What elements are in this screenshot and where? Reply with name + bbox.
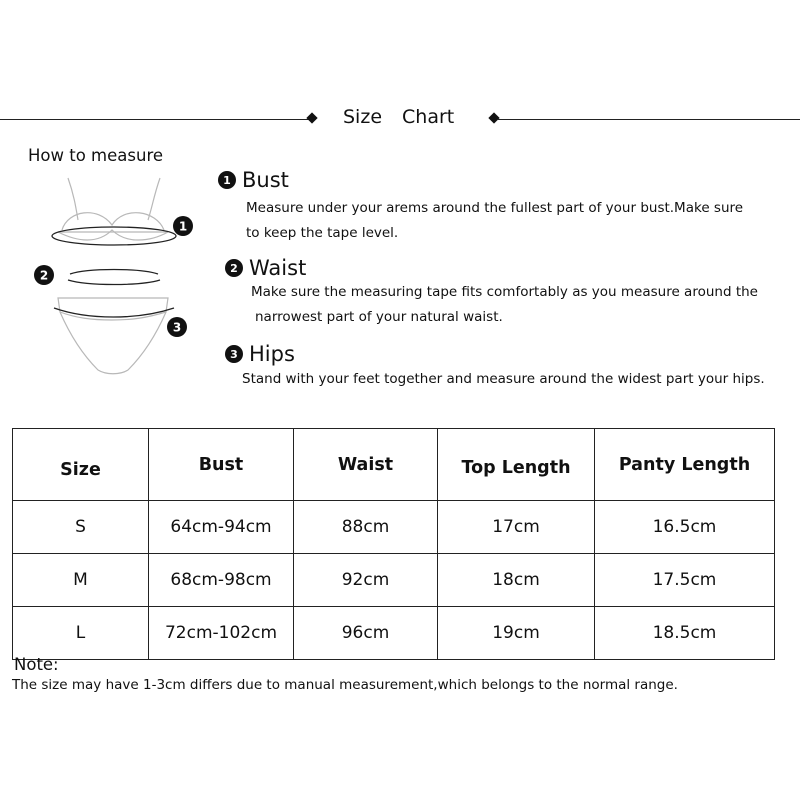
bust-instructions	[218, 168, 743, 246]
waist-title: Waist	[249, 256, 307, 280]
cell-waist: 88cm	[294, 501, 438, 554]
header-rule-left	[0, 119, 310, 120]
number-3-icon: 3	[225, 345, 243, 363]
waist-instructions	[225, 256, 758, 330]
diamond-ornament-right	[488, 112, 499, 123]
cell-top-length: 18cm	[438, 554, 595, 607]
header-panty-length: Panty Length	[595, 429, 775, 501]
page-title: Size Chart	[343, 106, 455, 128]
svg-text:3: 3	[172, 320, 182, 335]
table-row	[13, 554, 775, 607]
cell-size: S	[13, 501, 149, 554]
waist-desc-line-1: Make sure the measuring tape fits comfortably as you measure around the	[251, 284, 758, 300]
table-header-row	[13, 429, 775, 501]
svg-text:1: 1	[178, 219, 188, 234]
number-1-icon: 1	[218, 171, 236, 189]
header-size: Size	[13, 429, 149, 501]
table-row	[13, 501, 775, 554]
figure-marker-3	[167, 317, 187, 337]
cell-bust: 68cm-98cm	[149, 554, 294, 607]
hips-desc-line-1: Stand with your feet together and measure around the widest part your hips.	[242, 371, 765, 387]
waist-desc-line-2: narrowest part of your natural waist.	[255, 309, 503, 325]
bust-desc-line-2: to keep the tape level.	[246, 225, 399, 241]
header-bust: Bust	[149, 429, 294, 501]
hips-instructions	[225, 342, 765, 392]
svg-text:2: 2	[39, 268, 49, 283]
hips-title: Hips	[249, 342, 295, 366]
cell-panty-length: 16.5cm	[595, 501, 775, 554]
note-title: Note:	[14, 655, 59, 674]
figure-marker-2	[34, 265, 54, 285]
bust-measure-line	[52, 227, 176, 245]
how-to-measure-heading: How to measure	[28, 146, 164, 165]
cell-size: L	[13, 607, 149, 660]
header-waist: Waist	[294, 429, 438, 501]
cell-waist: 96cm	[294, 607, 438, 660]
cell-panty-length: 17.5cm	[595, 554, 775, 607]
note-text: The size may have 1-3cm differs due to manual measurement,which belongs to the normal range.	[12, 677, 678, 693]
table-row	[13, 607, 775, 660]
bust-title: Bust	[242, 168, 289, 192]
size-table	[12, 428, 775, 660]
cell-waist: 92cm	[294, 554, 438, 607]
diamond-ornament-left	[306, 112, 317, 123]
waist-measure-line	[70, 270, 158, 275]
cell-top-length: 17cm	[438, 501, 595, 554]
number-2-icon: 2	[225, 259, 243, 277]
cell-size: M	[13, 554, 149, 607]
cell-top-length: 19cm	[438, 607, 595, 660]
waist-measure-line-lower	[68, 280, 160, 285]
header-rule-right	[497, 119, 800, 120]
header-top-length: Top Length	[438, 429, 595, 501]
cell-bust: 72cm-102cm	[149, 607, 294, 660]
figure-marker-1	[173, 216, 193, 236]
cell-bust: 64cm-94cm	[149, 501, 294, 554]
bikini-measure-illustration	[28, 170, 203, 380]
cell-panty-length: 18.5cm	[595, 607, 775, 660]
bust-desc-line-1: Measure under your arems around the fullest part of your bust.Make sure	[246, 200, 744, 216]
